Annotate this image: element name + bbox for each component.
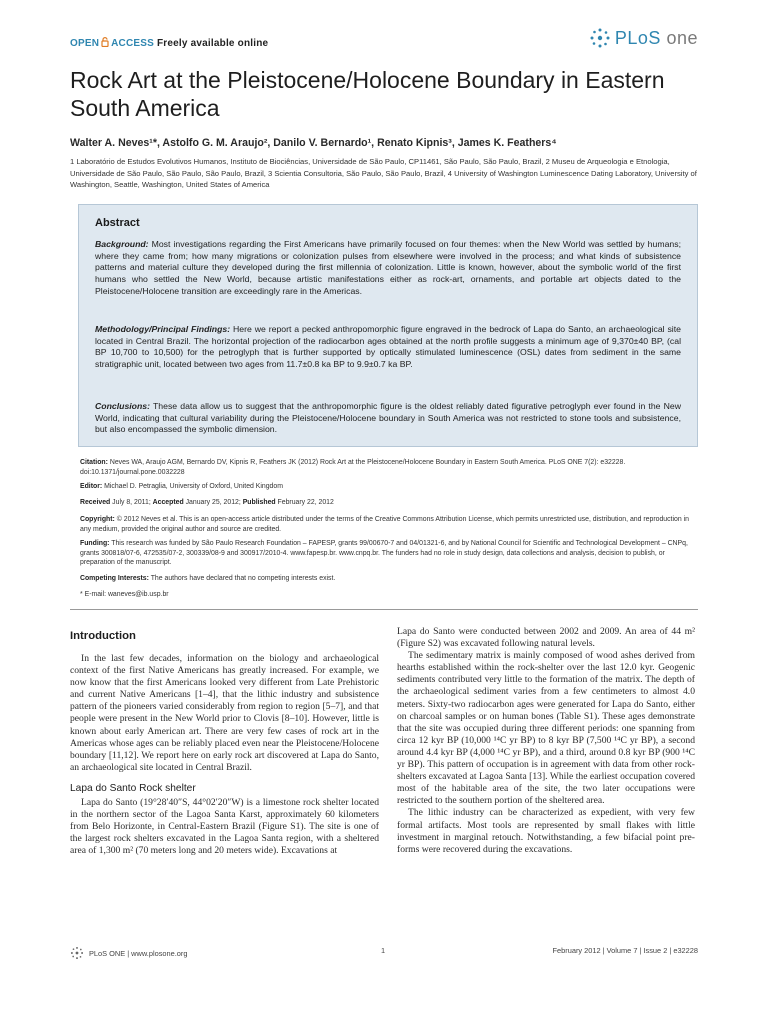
right-paragraph-0: Lapa do Santo were conducted between 2002 and 2009. An area of 44 m² (Figure S2) was excavated following natural levels.: [397, 626, 695, 650]
lapa-paragraph: Lapa do Santo (19°28′40″S, 44°02′20″W) is a limestone rock shelter located in the northern sector of the Lagoa Santa Karst, approximately 60 kilometers from Belo Horizonte, in Central-Eastern Brazil (Figure S1). The site is one of the largest rock shelters excavated in the Lagoa Santa region, with a sheltered area of 1,300 m² (70 meters long and 20 meters wide). Excavations at: [70, 796, 379, 857]
subsection-heading: Lapa do Santo Rock shelter: [70, 782, 196, 794]
right-paragraph-1: The sedimentary matrix is mainly composed of wood ashes derived from hearths established within the rock-shelter over the last 12.0 kyr. Geogenic sediments contributed very little to the formation of the matrix. The depth of the archaeological sediment varies from a few centimeters to almost 4.0 meters. Sixty-two radiocarbon ages were generated for Lapa do Santo, either on charcoal samples or on human bones (Table S1). These ages demonstrate that the site was occupied during three different periods: one spanning from circa 12 kyr BP (10,000 ¹⁴C yr BP) to 8 kyr BP (7,500 ¹⁴C yr BP), a second around 4.4 kyr BP (4,000 ¹⁴C yr BP), and a third, around 0.8 kyr BP (900 ¹⁴C yr BP). This pattern of occupation is in agreement with data from other rock-shelters excavated at Lagoa Santa [13]. While the earliest occupation covered most of the habitable area of the site, the two later occupations were restricted to the southern portion of the sheltered area.: [397, 650, 695, 807]
citation: Citation: Neves WA, Araujo AGM, Bernardo DV, Kipnis R, Feathers JK (2012) Rock Art at the Pleistocene/Holocene Boundary in Eastern South America. PLoS ONE 7(2): e32228. doi:10.1371/journal.pone.0032228: [80, 459, 626, 476]
email[interactable]: * E-mail: waneves@ib.usp.br: [80, 591, 169, 598]
divider: [70, 609, 698, 610]
dates: Received July 8, 2011; Accepted January 25, 2012; Published February 22, 2012: [80, 499, 334, 506]
page-number: 1: [381, 946, 386, 955]
abstract-methods: Methodology/Principal Findings: Here we report a pecked anthropomorphic figure engraved in the bedrock of Lapa do Santo, an archaeological site located in Central Brazil. The horizontal projection of the radiocarbon ages obtained at the north profile suggests a minimum age of 9,370±40 BP, (cal BP 10,700 to 10,500) for the petroglyph that is further supported by optically stimulated luminescence (OSL) dates from sediment in the same stratigraphic unit, located between two ages from 11.7±0.8 ka BP to 9.9±0.7 ka BP.: [95, 324, 681, 370]
footer-journal[interactable]: PLoS ONE | www.plosone.org: [89, 948, 188, 958]
plos-footer-icon: [70, 946, 84, 960]
right-column: [397, 626, 695, 856]
editor: Editor: Michael D. Petraglia, University of Oxford, United Kingdom: [80, 483, 283, 490]
access-label: ACCESS: [111, 38, 155, 49]
abstract-heading: Abstract: [95, 217, 140, 229]
logo-one: one: [666, 27, 698, 48]
copyright: Copyright: © 2012 Neves et al. This is an open-access article distributed under the terms of the Creative Commons Attribution License, which permits unrestricted use, distribution, and reproduction in any medium, provided the original author and source are credited.: [80, 516, 689, 533]
article-title: Rock Art at the Pleistocene/Holocene Boundary in Eastern South America: [70, 67, 665, 121]
affiliations: 1 Laboratório de Estudos Evolutivos Humanos, Instituto de Biociências, Universidade de São Paulo, CP11461, São Paulo, São Paulo, Brazil, 2 Museu de Arqueologia e Etnologia, Universidade de São Paulo, São Paulo, São Paulo, Brazil, 3 Scientia Consultoria, São Paulo, São Paulo, Brazil, 4 University of Washington Luminescence Dating Laboratory, University of Washington, Seattle, Washington, United States of America: [70, 157, 697, 189]
intro-paragraph: In the last few decades, information on the biology and archaeological context of the first Native Americans has greatly increased. For example, we now know that the first Americans looked very different from Late Prehistoric and current Native Americans [1–4], that the lithic industry and subsistence pattern of the pioneers varied considerably from region to region [5–7], and that people were present in the New World prior to Clovis [8–10]. However, little is known about early American art. There are very few cases of rock art in the Americas whose ages can be reliably placed even near the Pleistocene/Holocene boundary [11,12]. We report here on early rock art discovered at Lapa do Santo, an archaeological site located in Central Brazil.: [70, 653, 379, 773]
competing-interests: Competing Interests: The authors have declared that no competing interests exist.: [80, 575, 336, 582]
intro-heading: Introduction: [70, 630, 136, 642]
open-lock-icon: [101, 37, 109, 47]
abstract-box: [78, 204, 698, 447]
abstract-background: Background: Most investigations regarding the First Americans have primarily focused on four themes: when the New World was settled by humans; where they came from; how many migrations or colonization pulses from elsewhere were involved in the process; and what kinds of subsistence patterns and material culture they developed during the first millennia of colonization. Little is known, however, about the symbolic world of the first humans who settled the New World, because artistic manifestations either as rock-art, ornaments, and portable art objects dated to the Pleistocene/Holocene transition are exceedingly rare in the Americas.: [95, 239, 681, 296]
footer-issue: February 2012 | Volume 7 | Issue 2 | e32228: [552, 946, 698, 955]
right-paragraph-2: The lithic industry can be characterized as expedient, with very few formal artifacts. Most tools are represented by small flakes with little investment in marginal retouch. Notwithstanding, a few bifacial point pre-forms were recovered during the excavations.: [397, 807, 695, 855]
journal-logo[interactable]: [589, 27, 698, 49]
left-column: [70, 620, 379, 857]
plos-globe-icon: [589, 27, 611, 49]
funding: Funding: This research was funded by São Paulo Research Foundation – FAPESP, grants 99/00670-7 and 04/01321-6, and by National Council for Scientific and Technological Development – CNPq, grants 300818/07-6, 472535/07-2, 300339/08-9 and 300917/2010-4. www.fapesp.br. www.cnpq.br. The funders had no role in study design, data collections and analysis, decision to publish, or preparation of the manuscript.: [80, 540, 688, 566]
access-tail: Freely available online: [157, 38, 269, 49]
author-list: Walter A. Neves¹*, Astolfo G. M. Araujo², Danilo V. Bernardo¹, Renato Kipnis³, James K. Feathers⁴: [70, 137, 557, 149]
abstract-conclusions: Conclusions: These data allow us to suggest that the anthropomorphic figure is the oldest reliably dated figurative petroglyph ever found in the New World, indicating that cultural variability during the Pleistocene/Holocene boundary in South America was not restricted to stone tools and subsistence, but also encompassed the symbolic dimension.: [95, 401, 681, 435]
logo-plos: PLoS: [614, 27, 661, 48]
open-access-banner: [70, 37, 268, 49]
open-label: OPEN: [70, 38, 100, 49]
